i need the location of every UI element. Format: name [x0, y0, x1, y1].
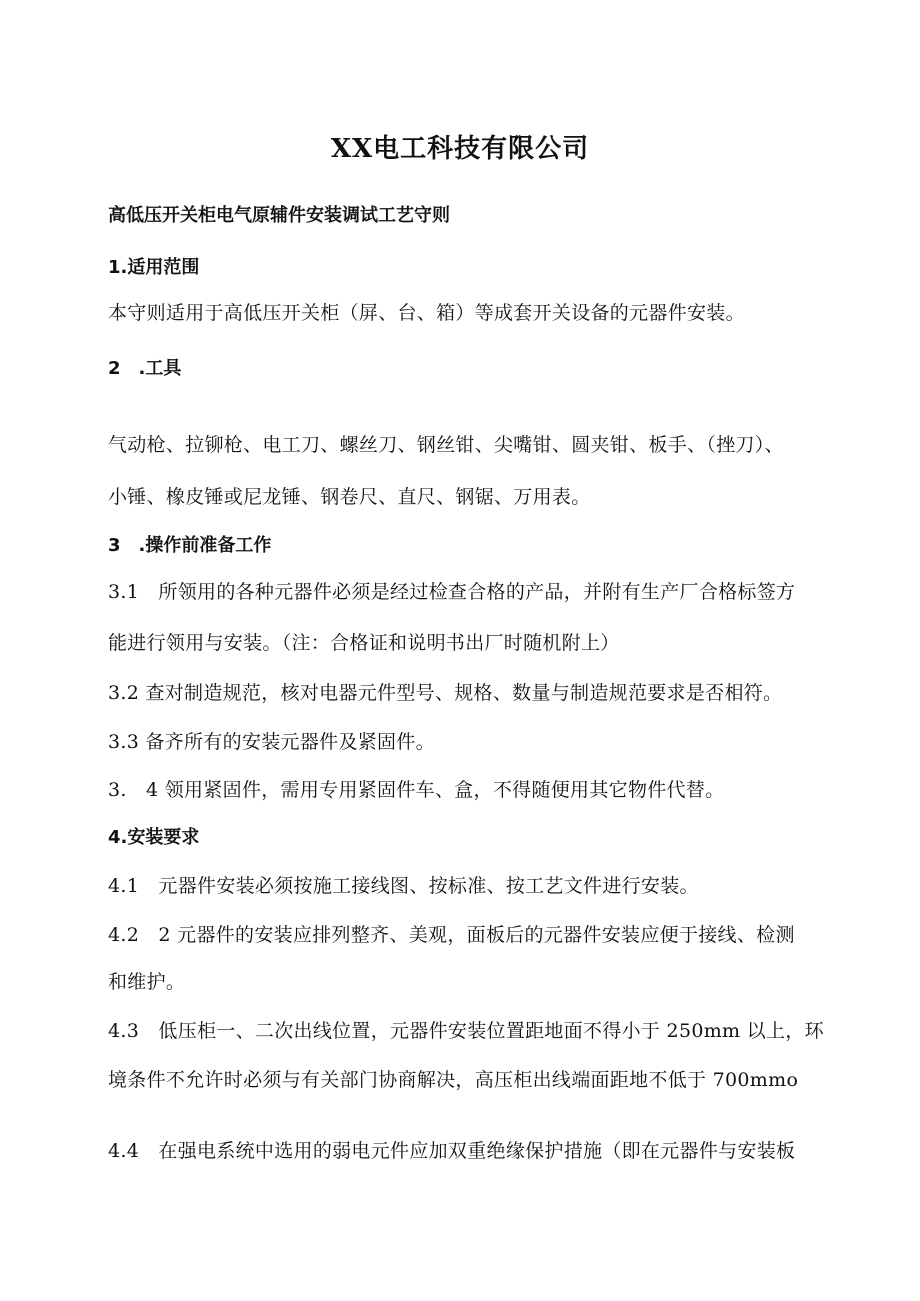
section-1-heading: 1.适用范围 — [108, 257, 200, 278]
document-title: 高低压开关柜电气原辅件安装调试工艺守则 — [108, 205, 450, 226]
company-title: XX电工科技有限公司 — [330, 134, 590, 164]
section-3-heading: 3 .操作前准备工作 — [108, 535, 272, 556]
section-4-heading: 4.安装要求 — [108, 827, 200, 848]
section-4-line: 境条件不允许时必须与有关部门协商解决，高压柜出线端面距地不低于 700mmo — [108, 1069, 799, 1091]
section-3-line: 3.3 备齐所有的安装元器件及紧固件。 — [108, 731, 435, 753]
section-2-heading: 2 .工具 — [108, 358, 182, 379]
section-2-line: 小锤、橡皮锤或尼龙锤、钢卷尺、直尺、钢锯、万用表。 — [108, 486, 591, 508]
section-4-line: 4.4 在强电系统中选用的弱电元件应加双重绝缘保护措施（即在元器件与安装板 — [108, 1140, 796, 1162]
section-3-line: 能进行领用与安装。（注：合格证和说明书出厂时随机附上） — [108, 632, 620, 654]
section-4-line: 4.1 元器件安装必须按施工接线图、按标准、按工艺文件进行安装。 — [108, 875, 699, 897]
section-3-line: 3. 4 领用紧固件，需用专用紧固件车、盒，不得随便用其它物件代替。 — [108, 779, 725, 801]
section-3-line: 3.2 查对制造规范，核对电器元件型号、规格、数量与制造规范要求是否相符。 — [108, 682, 783, 704]
section-4-line: 4.2 2 元器件的安装应排列整齐、美观，面板后的元器件安装应便于接线、检测 — [108, 924, 795, 946]
section-2-line: 气动枪、拉铆枪、电工刀、螺丝刀、钢丝钳、尖嘴钳、圆夹钳、板手、（挫刀）、 — [108, 434, 784, 456]
section-1-line: 本守则适用于高低压开关柜（屏、台、箱）等成套开关设备的元器件安装。 — [108, 302, 745, 324]
section-4-line: 4.3 低压柜一、二次出线位置，元器件安装位置距地面不得小于 250mm 以上，环 — [108, 1020, 824, 1042]
section-4-line: 和维护。 — [108, 971, 186, 993]
section-3-line: 3.1 所领用的各种元器件必须是经过检查合格的产品，并附有生产厂合格标签方 — [108, 581, 796, 603]
